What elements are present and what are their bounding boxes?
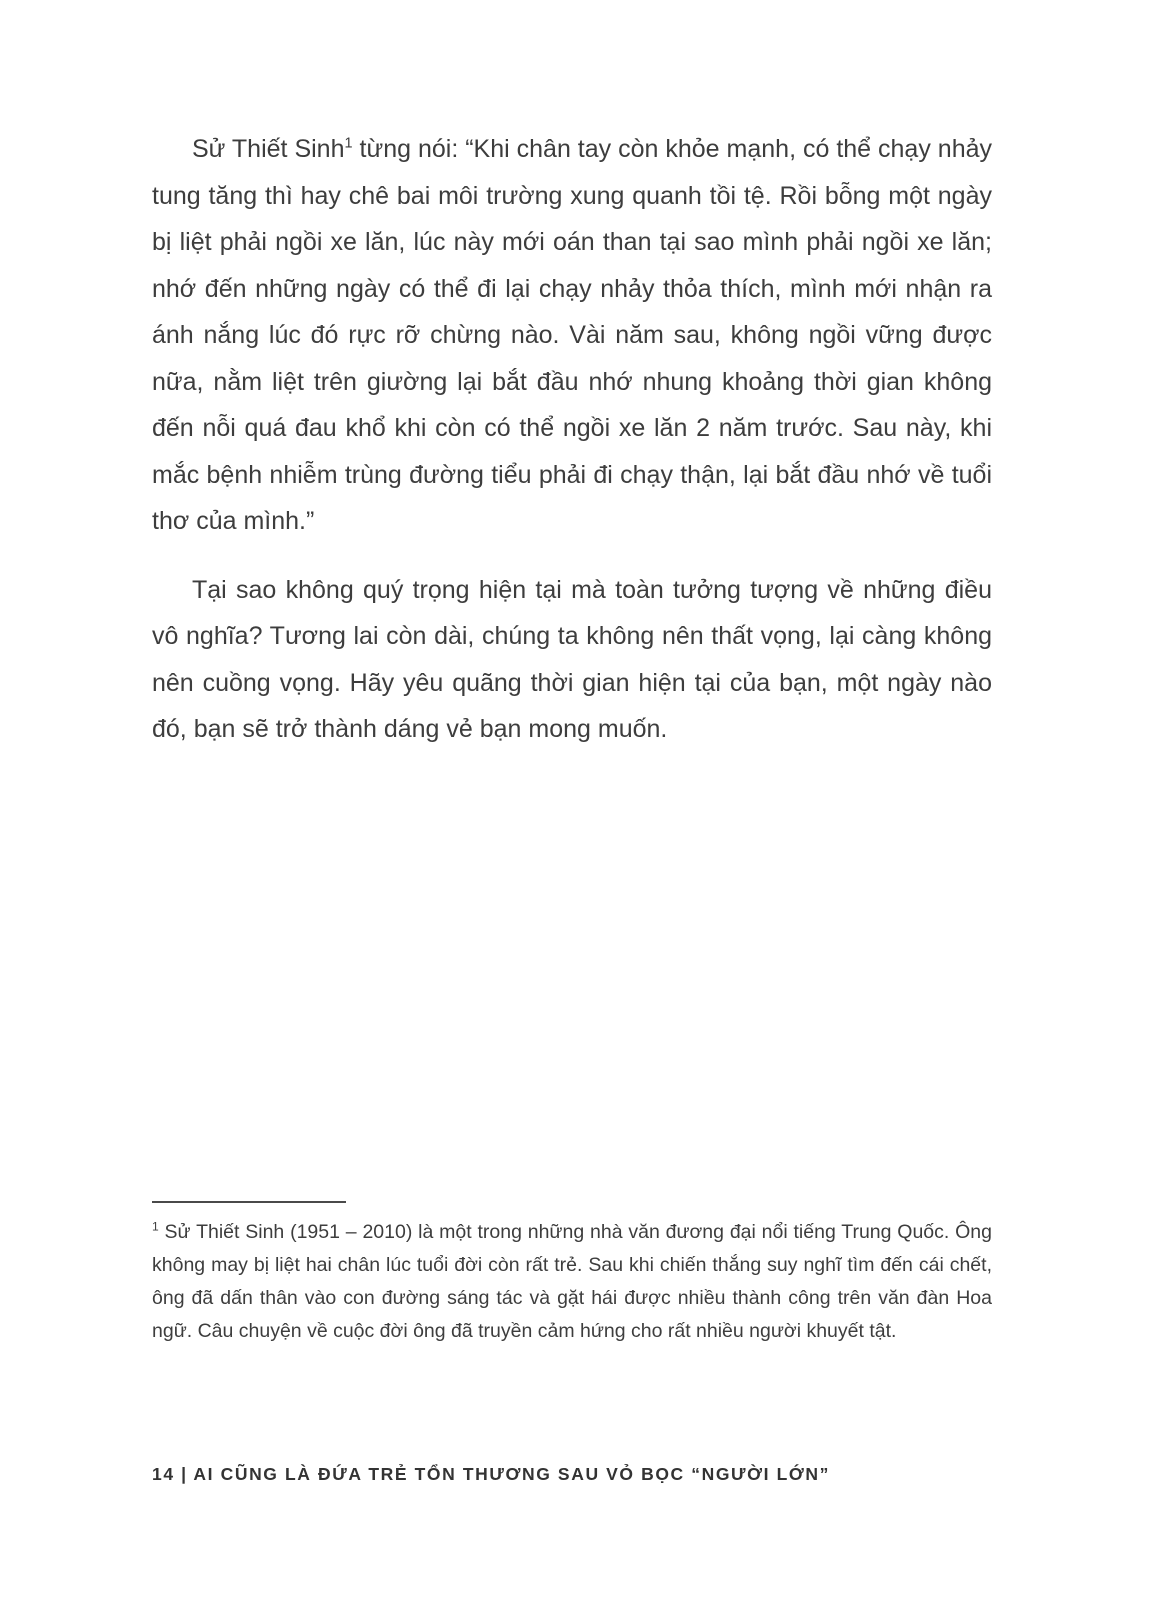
paragraph-1 — [152, 126, 992, 545]
paragraph-2: Tại sao không quý trọng hiện tại mà toàn tưởng tượng về những điều vô nghĩa? Tương lai còn dài, chúng ta không nên thất vọng, lại càng không nên cuồng vọng. Hãy yêu quãng thời gian hiện tại của bạn, một ngày nào đó, bạn sẽ trở thành dáng vẻ bạn mong muốn. — [152, 575, 992, 743]
footnote-body: Sử Thiết Sinh (1951 – 2010) là một trong những nhà văn đương đại nổi tiếng Trung Quốc. Ông không may bị liệt hai chân lúc tuổi đời còn rất trẻ. Sau khi chiến thắng suy nghĩ tìm đến cái chết, ông đã dấn thân vào con đường sáng tác và gặt hái được nhiều thành công trên văn đàn Hoa ngữ. Câu chuyện về cuộc đời ông đã truyền cảm hứng cho rất nhiều người khuyết tật. — [152, 1221, 992, 1342]
paragraph-1-lead: Sử Thiết Sinh — [192, 135, 345, 163]
footnote-section — [152, 1201, 992, 1348]
footnote-divider-rule — [152, 1201, 346, 1203]
footnote-marker-superscript: 1 — [152, 1219, 159, 1234]
body-text-column — [152, 126, 992, 775]
footnote-ref-superscript: 1 — [344, 135, 353, 152]
footnote-text — [152, 1216, 992, 1348]
page-footer: 14 | AI CŨNG LÀ ĐỨA TRẺ TỔN THƯƠNG SAU VỎ BỌC “NGƯỜI LỚN” — [152, 1464, 831, 1484]
paragraph-1-rest: từng nói: “Khi chân tay còn khỏe mạnh, có thể chạy nhảy tung tăng thì hay chê bai môi trường xung quanh tồi tệ. Rồi bỗng một ngày bị liệt phải ngồi xe lăn, lúc này mới oán than tại sao mình phải ngồi xe lăn; nhớ đến những ngày có thể đi lại chạy nhảy thỏa thích, mình mới nhận ra ánh nắng lúc đó rực rỡ chừng nào. Vài năm sau, không ngồi vững được nữa, nằm liệt trên giường lại bắt đầu nhớ nhung khoảng thời gian không đến nỗi quá đau khổ khi còn có thể ngồi xe lăn 2 năm trước. Sau này, khi mắc bệnh nhiễm trùng đường tiểu phải đi chạy thận, lại bắt đầu nhớ về tuổi thơ của mình.” — [152, 135, 992, 535]
